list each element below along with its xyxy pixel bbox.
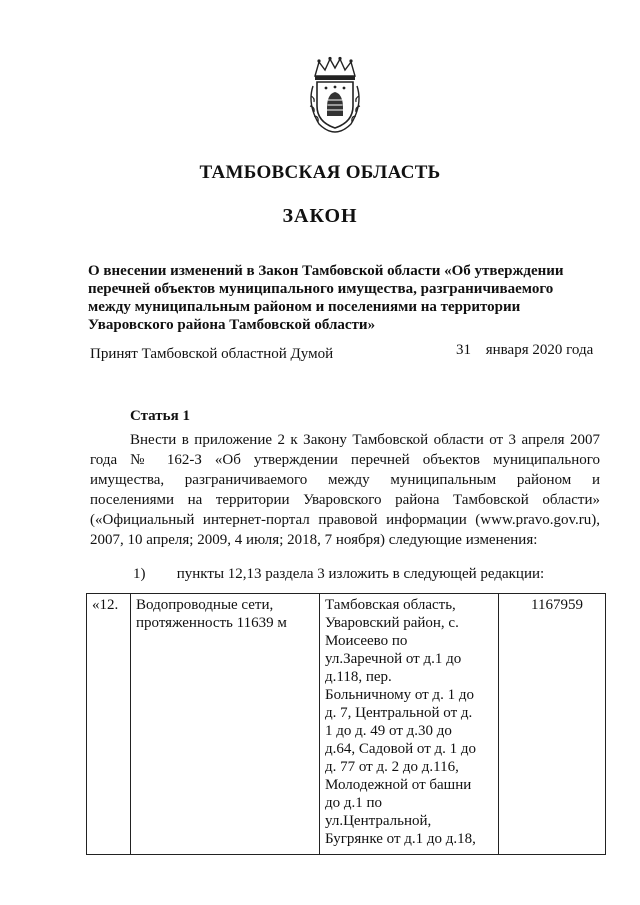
document-type-heading: ЗАКОН (282, 205, 358, 227)
row-number-cell: «12. (87, 594, 131, 855)
address-line: Бугрянке от д.1 до д.18, (325, 831, 476, 847)
value-cell: 1167959 (499, 594, 606, 855)
article-heading: Статья 1 (130, 408, 190, 424)
table-row (87, 594, 606, 855)
title-line: Уваровского района Тамбовской области» (88, 317, 376, 333)
address-line: д. 7, Центральной от д. (325, 705, 473, 721)
body-line: («Официальный интернет-портал правовой информации (www.pravo.gov.ru), (90, 512, 600, 528)
address-line: Моисеево по (325, 633, 408, 649)
address-line: Уваровский район, с. (325, 615, 459, 631)
adoption-text: Принят Тамбовской областной Думой (90, 346, 334, 362)
address-line: д.64, Садовой от д. 1 до (325, 741, 477, 757)
law-title (88, 262, 600, 334)
address-line: ул.Заречной от д.1 до (325, 651, 462, 667)
address-line: ул.Центральной, (325, 813, 432, 829)
body-line: имущества, разграничиваемого между муниципальным районом и (90, 472, 600, 488)
item-number: 1) (133, 566, 146, 582)
address-line: до д.1 по (325, 795, 383, 811)
adoption-date (456, 342, 593, 359)
body-line: года № 162-З «Об утверждении перечней объектов муниципального (90, 452, 600, 468)
address-line: Молодежной от башни (325, 777, 472, 793)
address-line: 1 до д. 49 от д.30 до (325, 723, 452, 739)
title-line: перечней объектов муниципального имущества, разграничиваемого (88, 281, 554, 297)
amendment-item (133, 566, 544, 583)
article-body (90, 430, 600, 550)
body-line: Внести в приложение 2 к Закону Тамбовской области от 3 апреля 2007 (130, 432, 600, 448)
item-text: пункты 12,13 раздела 3 изложить в следующей редакции: (176, 566, 545, 582)
address-cell (320, 594, 499, 855)
body-line: поселениями на территории Уваровского района Тамбовской области» (90, 492, 600, 508)
address-line: Больничному от д. 1 до (325, 687, 474, 703)
title-line: между муниципальным районом и поселениями на территории (88, 299, 521, 315)
adoption-day: 31 (456, 342, 471, 358)
title-line: О внесении изменений в Закон Тамбовской области «Об утверждении (88, 263, 564, 279)
address-line: д. 77 от д. 2 до д.116, (325, 759, 459, 775)
adoption-month-year: января 2020 года (485, 342, 594, 358)
body-line: 2007, 10 апреля; 2009, 4 июля; 2018, 7 ноября) следующие изменения: (90, 532, 538, 548)
address-line: Тамбовская область, (325, 597, 456, 613)
address-line: д.118, пер. (325, 669, 392, 685)
region-heading: ТАМБОВСКАЯ ОБЛАСТЬ (199, 162, 441, 183)
property-table (86, 593, 606, 855)
coat-of-arms-icon (305, 56, 365, 134)
object-name-cell: Водопроводные сети, протяженность 11639 м (131, 594, 320, 855)
